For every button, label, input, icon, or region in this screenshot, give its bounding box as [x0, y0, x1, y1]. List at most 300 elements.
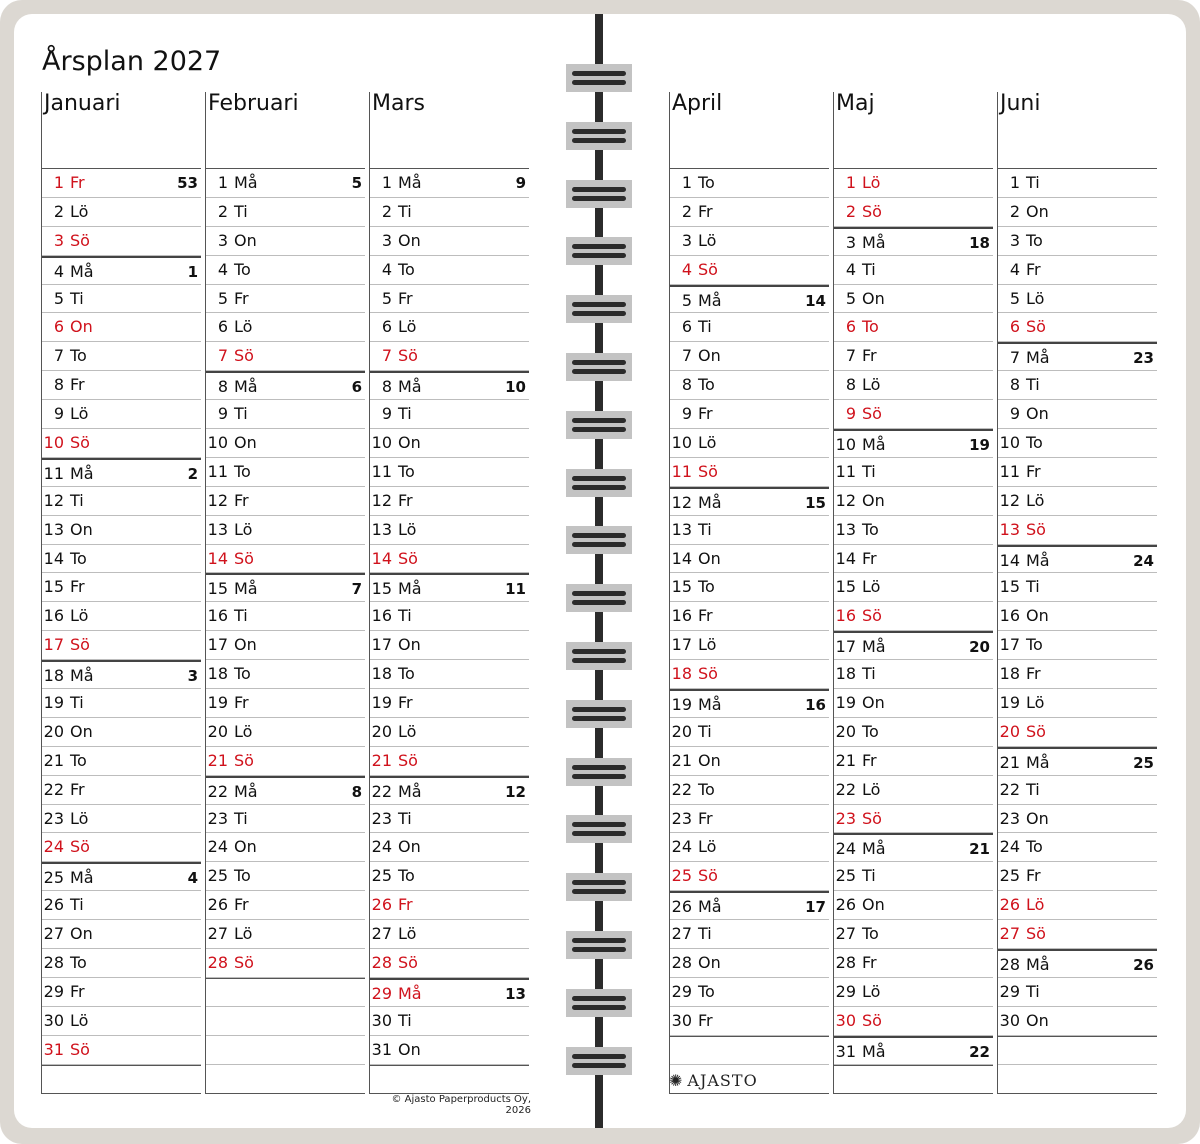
day-number: 18 [371, 664, 392, 684]
day-row [670, 833, 829, 862]
day-row [42, 805, 201, 834]
day-row [998, 689, 1157, 718]
day-row [834, 862, 993, 891]
binding-ring [566, 700, 632, 728]
day-row [206, 400, 365, 429]
day-row [834, 776, 993, 805]
day-number: 18 [671, 664, 692, 684]
day-number: 24 [835, 839, 856, 859]
day-row [834, 891, 993, 920]
day-number: 10 [671, 433, 692, 453]
day-number: 17 [835, 637, 856, 657]
day-row [42, 660, 201, 689]
day-number: 8 [681, 375, 692, 395]
day-row [206, 256, 365, 285]
binding-ring [566, 469, 632, 497]
weekday: To [234, 259, 251, 279]
weekday: To [698, 375, 715, 395]
weekday: Fr [70, 375, 85, 395]
weekday: On [234, 230, 257, 250]
day-row [42, 487, 201, 516]
day-number: 1 [217, 173, 228, 192]
day-row [670, 689, 829, 718]
day-row [42, 516, 201, 545]
day-row [370, 602, 529, 631]
day-row [206, 631, 365, 660]
day-row [370, 458, 529, 487]
day-number: 1 [1009, 173, 1020, 192]
day-number: 11 [835, 461, 856, 481]
day-number: 7 [53, 346, 64, 366]
weekday: Ti [862, 461, 876, 481]
day-number: 2 [845, 201, 856, 221]
weekday: To [1026, 837, 1043, 857]
day-row [42, 400, 201, 429]
day-number: 29 [835, 981, 856, 1001]
day-number: 25 [43, 868, 64, 888]
day-number: 13 [207, 519, 228, 539]
weekday: Sö [70, 837, 90, 857]
day-number: 26 [207, 895, 228, 915]
day-number: 6 [845, 317, 856, 337]
day-number: 31 [371, 1039, 392, 1059]
day-number: 7 [381, 346, 392, 366]
weekday: To [398, 664, 415, 684]
day-row [998, 198, 1157, 227]
weekday: Sö [398, 750, 418, 770]
week-number: 3 [187, 667, 198, 686]
weekday: To [398, 461, 415, 481]
weekday: To [698, 981, 715, 1001]
week-number: 26 [1133, 956, 1154, 975]
day-row [670, 458, 829, 487]
weekday: Sö [862, 1010, 882, 1030]
day-number: 3 [845, 232, 856, 252]
day-row [370, 429, 529, 458]
day-number: 25 [207, 866, 228, 886]
day-row [998, 920, 1157, 949]
day-number: 28 [835, 953, 856, 973]
day-number: 2 [217, 201, 228, 221]
day-row [370, 400, 529, 429]
week-number: 12 [505, 782, 526, 801]
day-row [670, 891, 829, 920]
page-title: Årsplan 2027 [42, 46, 222, 77]
day-number: 7 [217, 346, 228, 366]
day-number: 27 [835, 924, 856, 944]
weekday: Lö [234, 721, 253, 741]
day-row [670, 371, 829, 400]
day-number: 4 [53, 261, 64, 281]
weekday: To [234, 866, 251, 886]
weekday: Sö [698, 866, 718, 886]
week-number: 13 [505, 984, 526, 1003]
day-number: 26 [999, 895, 1020, 915]
weekday: Ti [698, 317, 712, 337]
day-row [670, 602, 829, 631]
weekday: Fr [70, 981, 85, 1001]
weekday: To [234, 461, 251, 481]
day-row [998, 718, 1157, 747]
day-number: 18 [999, 664, 1020, 684]
weekday: Sö [862, 808, 882, 828]
day-row [998, 631, 1157, 660]
weekday: Ti [1026, 375, 1040, 395]
weekday: Må [1026, 752, 1050, 772]
day-row [42, 256, 201, 285]
day-row [42, 920, 201, 949]
day-number: 13 [371, 519, 392, 539]
weekday: To [698, 173, 715, 192]
weekday: Ti [398, 808, 412, 828]
day-row [42, 1007, 201, 1036]
day-number: 24 [999, 837, 1020, 857]
day-row [370, 285, 529, 314]
weekday: Sö [234, 346, 254, 366]
month-column-january [41, 92, 201, 1094]
day-row [370, 718, 529, 747]
day-number: 3 [381, 230, 392, 250]
day-row [42, 747, 201, 776]
weekday: Fr [698, 404, 713, 424]
day-row [998, 949, 1157, 978]
day-row [670, 1007, 829, 1036]
day-row [834, 602, 993, 631]
weekday: Lö [862, 577, 881, 597]
weekday: Ti [234, 404, 248, 424]
day-row [670, 718, 829, 747]
day-row [834, 660, 993, 689]
month-name: Februari [206, 92, 365, 169]
weekday: Må [698, 897, 722, 917]
day-number: 14 [43, 548, 64, 568]
day-number: 24 [371, 837, 392, 857]
day-row [998, 169, 1157, 198]
empty-row [42, 1065, 201, 1094]
day-row [206, 602, 365, 631]
day-number: 28 [999, 955, 1020, 975]
weekday: Ti [862, 866, 876, 886]
day-row [834, 978, 993, 1007]
weekday: On [398, 230, 421, 250]
weekday: Ti [862, 259, 876, 279]
day-number: 11 [371, 461, 392, 481]
weekday: Må [234, 781, 258, 801]
day-row [42, 371, 201, 400]
weekday: Sö [70, 1039, 90, 1059]
day-number: 9 [845, 404, 856, 424]
day-number: 31 [43, 1039, 64, 1059]
day-row [370, 1036, 529, 1065]
weekday: Ti [70, 490, 84, 510]
day-row [42, 978, 201, 1007]
day-row [670, 747, 829, 776]
day-number: 19 [671, 695, 692, 715]
day-row [206, 805, 365, 834]
day-number: 6 [53, 317, 64, 337]
weekday: Lö [234, 519, 253, 539]
day-number: 25 [835, 866, 856, 886]
day-row [206, 458, 365, 487]
day-number: 1 [845, 173, 856, 192]
week-number: 2 [187, 464, 198, 483]
day-row [42, 169, 201, 198]
day-row [834, 227, 993, 256]
day-number: 4 [845, 259, 856, 279]
day-row [834, 516, 993, 545]
weekday: Fr [234, 490, 249, 510]
day-row [370, 660, 529, 689]
day-number: 3 [217, 230, 228, 250]
day-row [42, 342, 201, 371]
weekday: Lö [698, 837, 717, 857]
weekday: Må [698, 695, 722, 715]
weekday: Fr [1026, 461, 1041, 481]
weekday: Må [1026, 550, 1050, 570]
day-row [670, 256, 829, 285]
weekday: Lö [70, 201, 89, 221]
day-number: 21 [999, 752, 1020, 772]
day-row [42, 949, 201, 978]
weekday: Må [698, 290, 722, 310]
weekday: Sö [862, 606, 882, 626]
day-row [370, 891, 529, 920]
day-row [370, 978, 529, 1007]
day-row [670, 631, 829, 660]
day-row [834, 342, 993, 371]
day-number: 5 [381, 288, 392, 308]
day-row [370, 198, 529, 227]
month-column-march [369, 92, 529, 1094]
weekday: Lö [862, 779, 881, 799]
weekday: To [862, 924, 879, 944]
day-number: 28 [43, 953, 64, 973]
day-number: 1 [53, 173, 64, 192]
weekday: Sö [698, 461, 718, 481]
day-number: 27 [207, 924, 228, 944]
day-row [670, 920, 829, 949]
day-number: 23 [999, 808, 1020, 828]
week-number: 17 [805, 898, 826, 917]
day-number: 12 [835, 490, 856, 510]
day-row [370, 256, 529, 285]
day-row [42, 631, 201, 660]
week-number: 25 [1133, 753, 1154, 772]
day-number: 2 [1009, 201, 1020, 221]
day-number: 19 [43, 693, 64, 713]
weekday: On [1026, 1010, 1049, 1030]
week-number: 1 [187, 262, 198, 281]
day-number: 24 [43, 837, 64, 857]
weekday: On [698, 953, 721, 973]
binding-ring [566, 989, 632, 1017]
day-number: 27 [999, 924, 1020, 944]
weekday: On [862, 490, 885, 510]
weekday: Lö [234, 924, 253, 944]
day-number: 20 [671, 721, 692, 741]
weekday: To [70, 750, 87, 770]
weekday: Sö [70, 230, 90, 250]
weekday: On [70, 924, 93, 944]
day-number: 1 [381, 173, 392, 192]
day-row [834, 805, 993, 834]
week-number: 6 [351, 378, 362, 397]
day-row [834, 198, 993, 227]
day-number: 23 [207, 808, 228, 828]
binding-ring [566, 295, 632, 323]
weekday: Lö [862, 173, 881, 192]
day-row [834, 371, 993, 400]
day-number: 13 [999, 519, 1020, 539]
weekday: To [698, 779, 715, 799]
day-number: 8 [381, 377, 392, 397]
weekday: Ti [398, 606, 412, 626]
day-row [998, 429, 1157, 458]
day-row [42, 891, 201, 920]
day-number: 29 [999, 981, 1020, 1001]
weekday: Fr [1026, 664, 1041, 684]
month-name: Juni [998, 92, 1157, 169]
weekday: On [234, 433, 257, 453]
day-number: 30 [671, 1010, 692, 1030]
weekday: Må [862, 839, 886, 859]
day-row [42, 776, 201, 805]
weekday: Ti [698, 924, 712, 944]
day-row [998, 458, 1157, 487]
day-row [998, 862, 1157, 891]
binding-ring [566, 873, 632, 901]
week-number: 14 [805, 291, 826, 310]
day-number: 15 [43, 577, 64, 597]
day-number: 16 [371, 606, 392, 626]
day-number: 27 [43, 924, 64, 944]
day-row [370, 545, 529, 574]
day-number: 3 [681, 230, 692, 250]
weekday: To [862, 721, 879, 741]
weekday: On [862, 288, 885, 308]
weekday: Fr [698, 201, 713, 221]
day-row [370, 313, 529, 342]
weekday: Ti [1026, 779, 1040, 799]
weekday: Må [1026, 348, 1050, 368]
day-number: 20 [835, 721, 856, 741]
day-row [998, 400, 1157, 429]
day-row [998, 573, 1157, 602]
day-row [370, 573, 529, 602]
empty-row [670, 1036, 829, 1065]
day-number: 14 [671, 548, 692, 568]
day-number: 26 [671, 897, 692, 917]
weekday: Ti [398, 404, 412, 424]
empty-row [998, 1065, 1157, 1094]
weekday: Fr [698, 606, 713, 626]
weekday: On [70, 519, 93, 539]
weekday: Sö [698, 259, 718, 279]
week-number: 10 [505, 378, 526, 397]
day-row [42, 833, 201, 862]
weekday: Må [862, 637, 886, 657]
empty-row [206, 1007, 365, 1036]
day-number: 2 [681, 201, 692, 221]
week-number: 19 [969, 436, 990, 455]
weekday: To [70, 548, 87, 568]
day-number: 23 [835, 808, 856, 828]
day-row [370, 805, 529, 834]
weekday: Må [398, 173, 422, 192]
day-row [42, 227, 201, 256]
weekday: Fr [234, 693, 249, 713]
day-number: 21 [835, 750, 856, 770]
weekday: To [398, 259, 415, 279]
weekday: Ti [234, 606, 248, 626]
day-number: 21 [671, 750, 692, 770]
binding-ring [566, 758, 632, 786]
day-row [670, 198, 829, 227]
weekday: Fr [234, 895, 249, 915]
day-row [370, 833, 529, 862]
day-row [834, 545, 993, 574]
weekday: Sö [862, 201, 882, 221]
day-number: 6 [681, 317, 692, 337]
day-number: 28 [207, 953, 228, 973]
day-row [834, 487, 993, 516]
day-row [206, 342, 365, 371]
day-row [670, 342, 829, 371]
day-row [370, 1007, 529, 1036]
day-number: 11 [43, 463, 64, 483]
binding-ring [566, 411, 632, 439]
day-row [370, 747, 529, 776]
day-number: 19 [371, 693, 392, 713]
weekday: Fr [1026, 866, 1041, 886]
day-row [42, 313, 201, 342]
weekday: Fr [398, 693, 413, 713]
day-number: 19 [207, 693, 228, 713]
day-number: 7 [681, 346, 692, 366]
day-row [998, 487, 1157, 516]
day-number: 16 [207, 606, 228, 626]
day-number: 9 [681, 404, 692, 424]
day-number: 18 [207, 664, 228, 684]
weekday: Fr [70, 173, 85, 192]
weekday: Ti [234, 808, 248, 828]
day-number: 30 [999, 1010, 1020, 1030]
weekday: Ti [70, 288, 84, 308]
day-number: 26 [371, 895, 392, 915]
week-number: 7 [351, 580, 362, 599]
day-row [206, 313, 365, 342]
weekday: Lö [1026, 693, 1045, 713]
weekday: On [698, 548, 721, 568]
weekday: To [1026, 635, 1043, 655]
day-number: 29 [43, 981, 64, 1001]
weekday: Sö [234, 953, 254, 973]
day-number: 10 [999, 433, 1020, 453]
week-number: 23 [1133, 349, 1154, 368]
weekday: To [70, 346, 87, 366]
weekday: Ti [862, 664, 876, 684]
day-row [834, 400, 993, 429]
day-row [670, 545, 829, 574]
day-row [670, 429, 829, 458]
weekday: Fr [398, 895, 413, 915]
day-number: 25 [371, 866, 392, 886]
weekday: On [1026, 606, 1049, 626]
weekday: On [698, 750, 721, 770]
weekday: To [1026, 433, 1043, 453]
day-number: 17 [999, 635, 1020, 655]
day-number: 14 [207, 548, 228, 568]
